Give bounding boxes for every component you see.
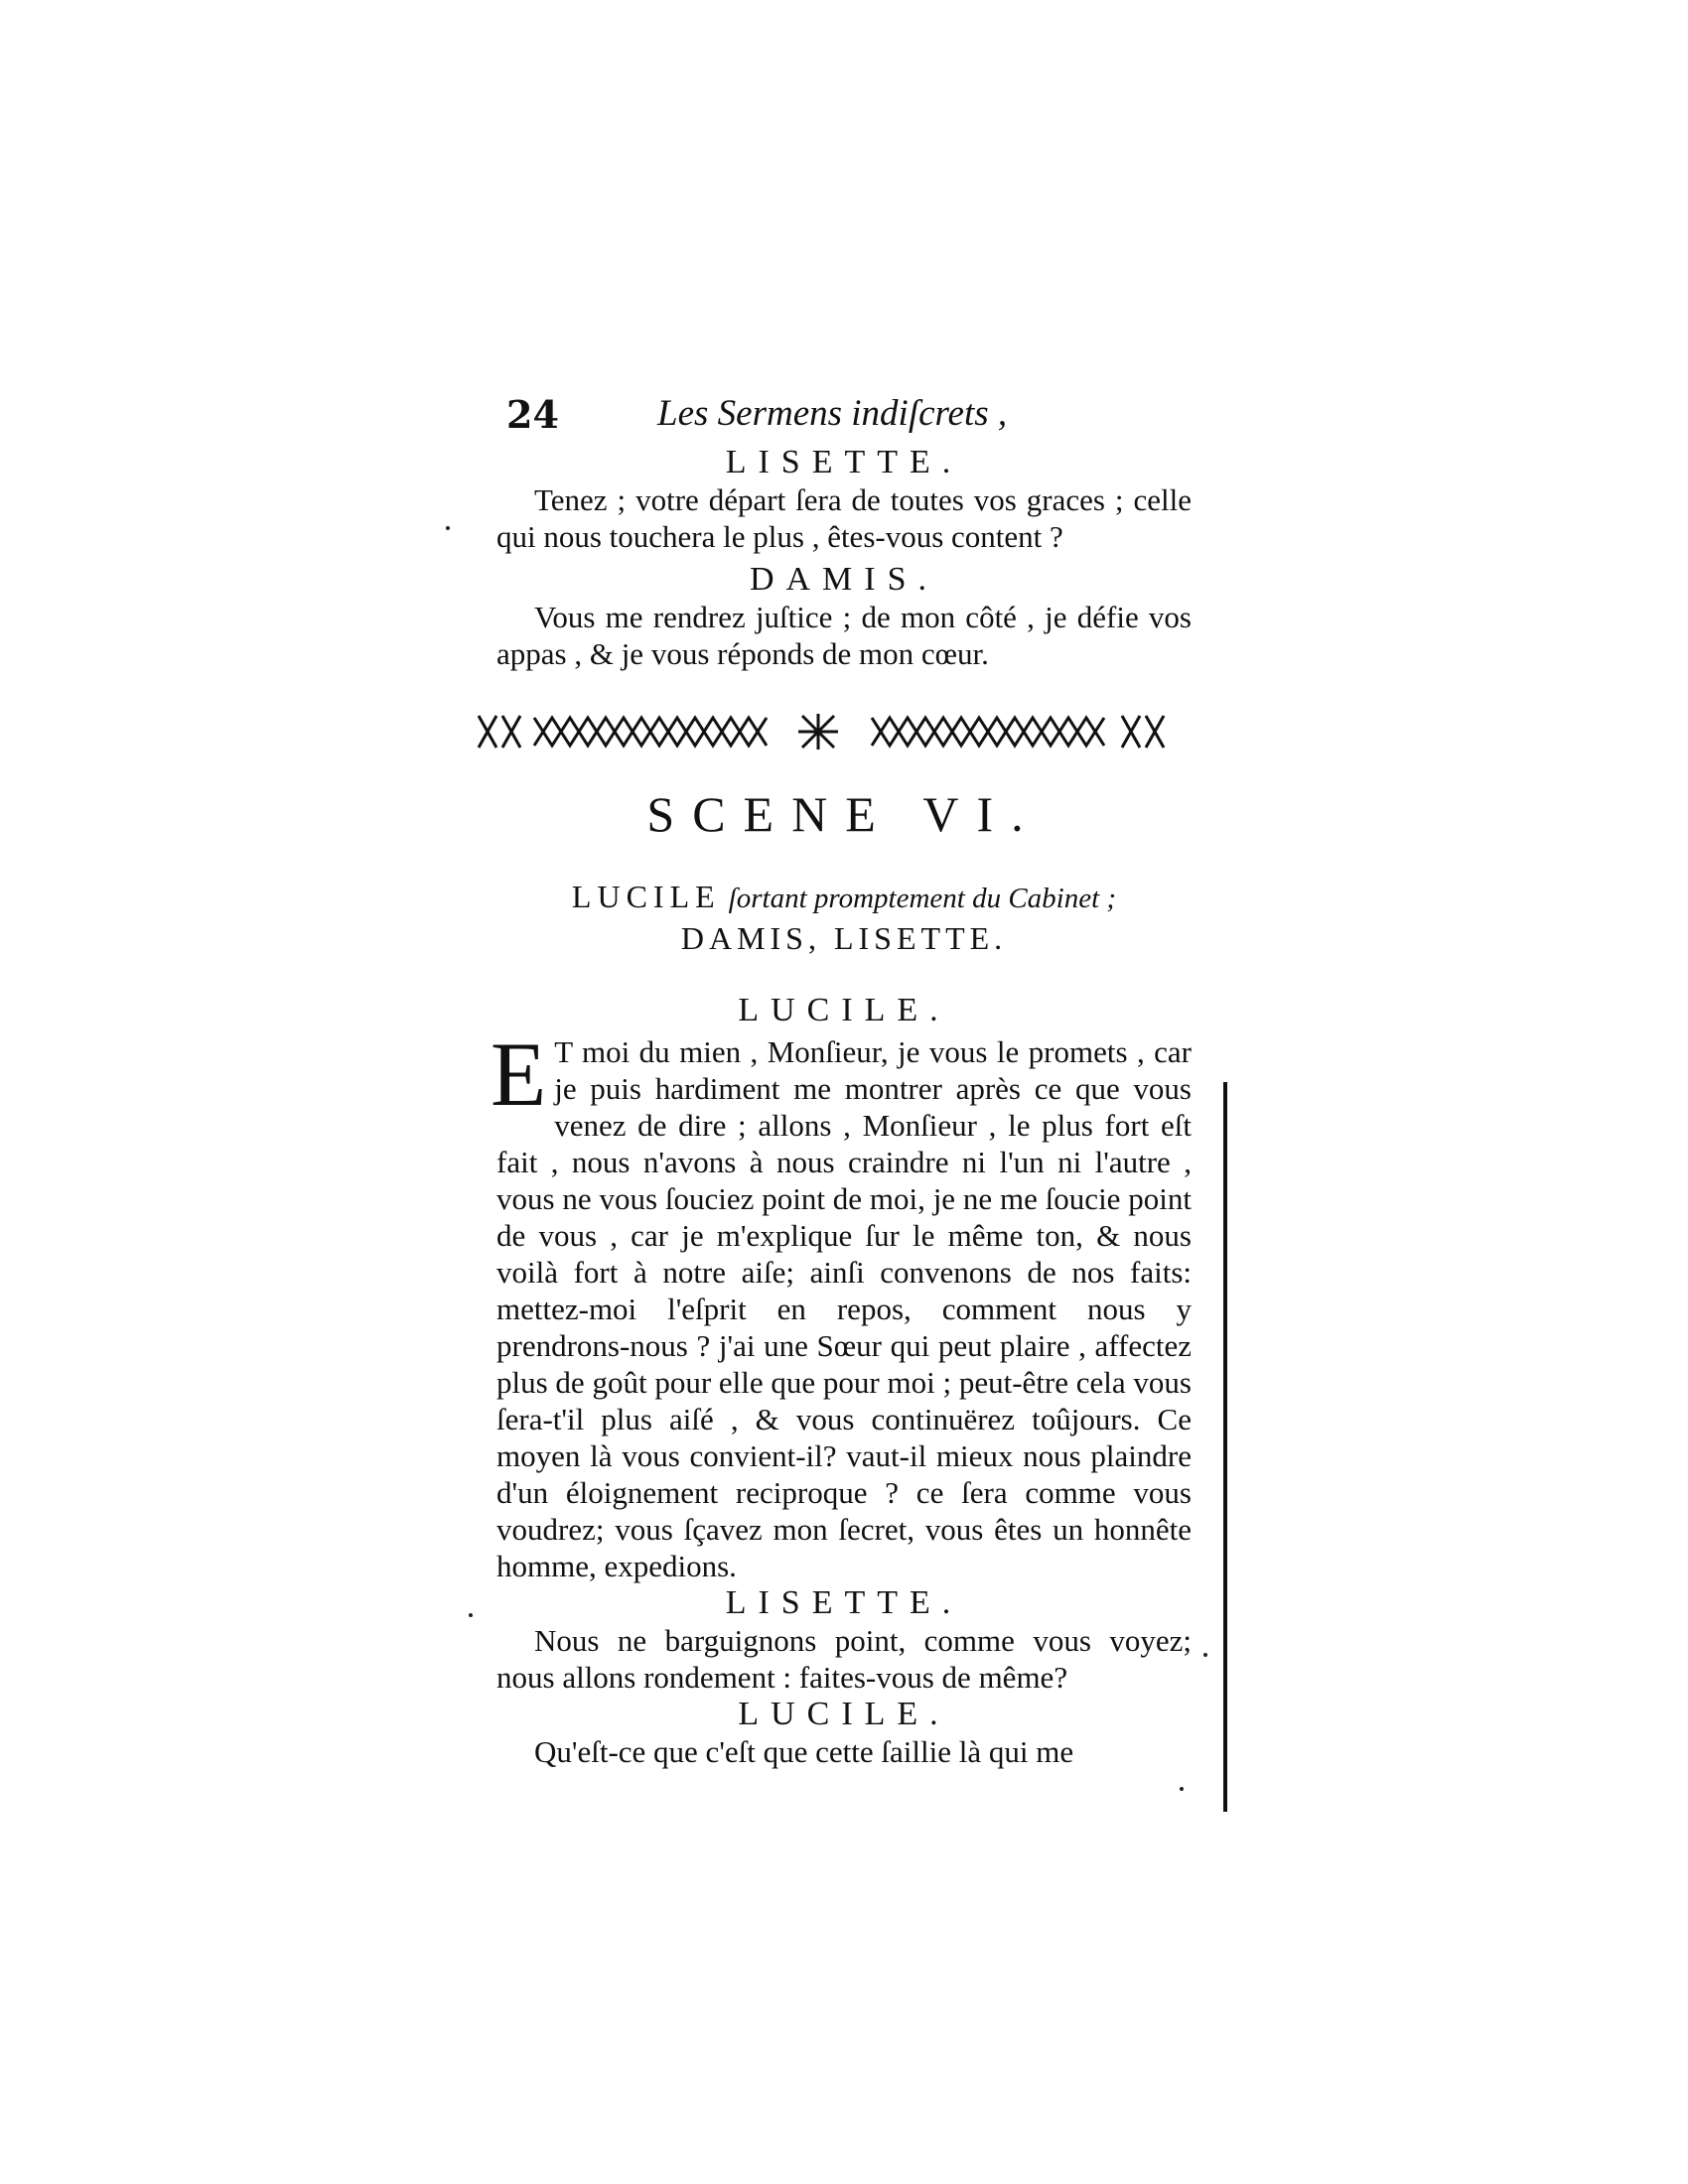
scene-title: SCENE VI. xyxy=(646,786,1042,842)
page-number: 24 xyxy=(506,392,559,437)
speech-lucile-1 xyxy=(491,1024,1192,1584)
running-title: Les Sermens indiſcrets , xyxy=(657,393,1008,434)
stage-direction: ſortant promptement du Cabinet ; xyxy=(728,883,1117,914)
page-text-block xyxy=(491,392,1192,1770)
cast-name-lucile: LUCILE xyxy=(571,879,721,914)
speaker-lisette: LISETTE. xyxy=(725,444,963,480)
margin-mark xyxy=(1203,1653,1207,1657)
speech-lucile-2: Qu'eſt-ce que c'eſt que cette ſaillie là qui me xyxy=(534,1734,1074,1769)
speaker-lucile-2: LUCILE. xyxy=(738,1696,950,1732)
drop-cap: E xyxy=(491,1024,547,1125)
speech-lisette-2: Nous ne barguignons point, comme vous voyez; nous allons rondement : faites-vous de même? xyxy=(496,1623,1192,1695)
speech-lisette-1: Tenez ; votre départ ſera de toutes vos graces ; celle qui nous touchera le plus , êtes-vous content ? xyxy=(496,482,1192,554)
margin-mark xyxy=(446,526,450,530)
ornament-band xyxy=(475,710,1170,753)
speaker-lucile: LUCILE. xyxy=(738,992,950,1028)
cast-line-1 xyxy=(496,877,1192,918)
speaker-lisette-2: LISETTE. xyxy=(725,1584,963,1621)
cast-line-2: DAMIS, LISETTE. xyxy=(680,920,1008,956)
margin-mark xyxy=(1180,1787,1184,1791)
margin-rule xyxy=(1223,1082,1227,1812)
running-header xyxy=(496,392,1192,444)
speech-damis-1: Vous me rendrez juſtice ; de mon côté , je défie vos appas , & je vous réponds de mon cœur. xyxy=(496,600,1192,671)
margin-mark xyxy=(469,1613,473,1617)
speaker-damis: DAMIS. xyxy=(749,561,939,598)
speech-lucile-1-text: T moi du mien , Monſieur, je vous le promets , car je puis hardiment me montrer après ce que vous venez de dire ; allons , Monſieur , le plus fort eſt fait , nous n'avons à nous craindre ni l'un ni l'autre , vous ne vous ſouciez point de moi, je ne me ſoucie point de vous , car je m'explique ſur le même ton, & nous voilà fort à notre aiſe; ainſi convenons de nos faits: mettez-moi l'eſprit en repos, comment nous y prendrons-nous ? j'ai une Sœur qui peut plaire , affectez plus de goût pour elle que pour moi ; peut-être cela vous ſera-t'il plus aiſé , & vous continuërez toûjours. Ce moyen là vous convient-il? vaut-il mieux nous plaindre d'un éloignement reciproque ? ce ſera comme vous voudrez; vous ſçavez mon ſecret, vous êtes un honnête homme, expedions. xyxy=(496,1034,1192,1583)
